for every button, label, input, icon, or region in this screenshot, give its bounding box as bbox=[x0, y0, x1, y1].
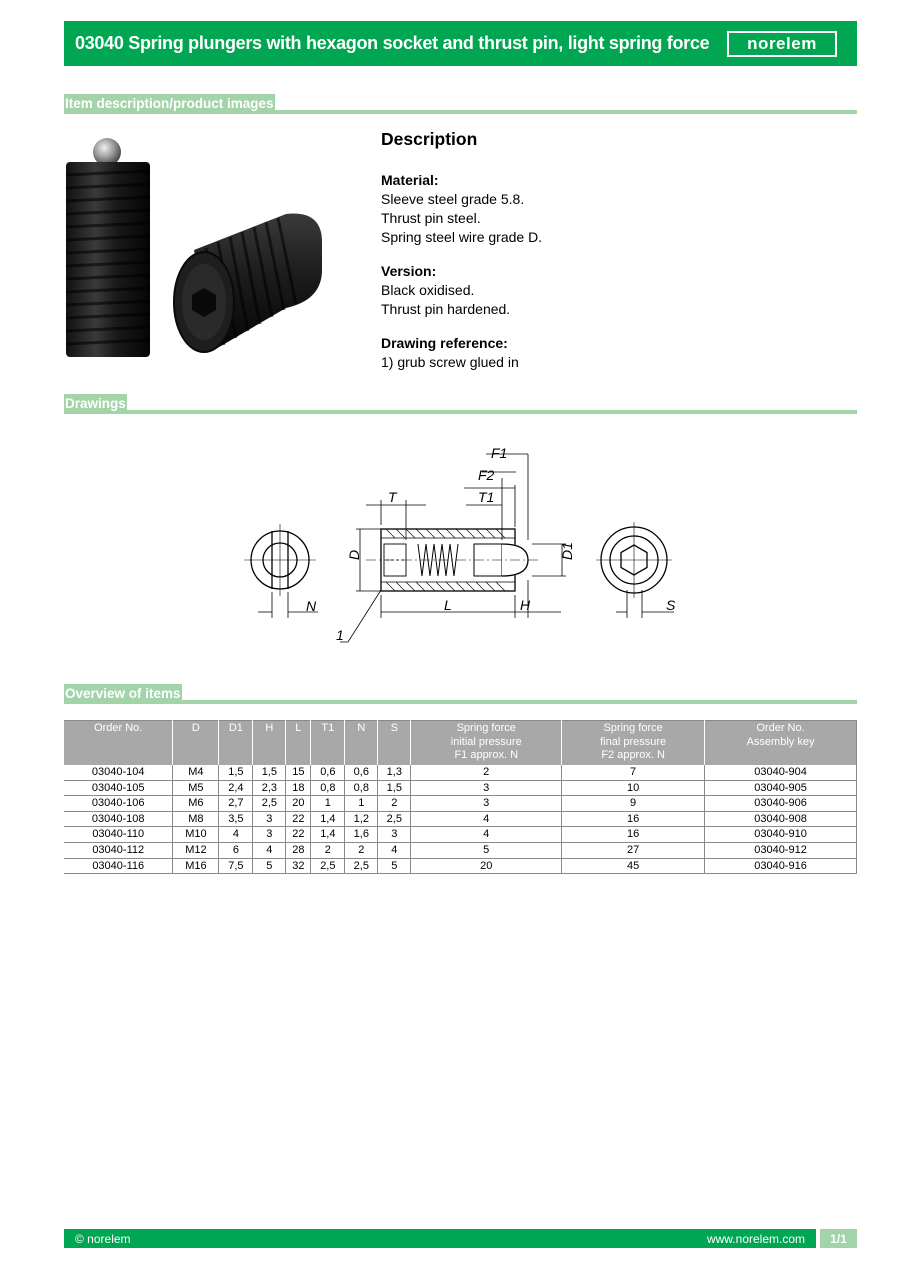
right-end-view bbox=[596, 522, 674, 618]
section-divider bbox=[64, 700, 857, 704]
material-line: Thrust pin steel. bbox=[381, 210, 481, 226]
label-s: S bbox=[666, 597, 676, 613]
table-cell: 28 bbox=[286, 842, 311, 858]
col-header-l: L bbox=[286, 721, 311, 766]
section-label: Overview of items bbox=[64, 684, 182, 704]
table-cell: 3 bbox=[253, 811, 286, 827]
reference-block bbox=[381, 334, 821, 372]
label-f2: F2 bbox=[478, 467, 495, 483]
dimension-lines bbox=[340, 454, 566, 642]
section-drawings bbox=[64, 391, 857, 414]
table-cell: 4 bbox=[378, 842, 411, 858]
table-cell: 03040-105 bbox=[64, 780, 173, 796]
label-d: D bbox=[346, 549, 362, 560]
table-cell: 32 bbox=[286, 858, 311, 874]
technical-drawing bbox=[236, 440, 686, 650]
table-cell: M16 bbox=[173, 858, 219, 874]
table-cell: 10 bbox=[562, 780, 705, 796]
table-row bbox=[64, 796, 857, 812]
items-table-wrap bbox=[64, 720, 857, 874]
col-header-t1: T1 bbox=[311, 721, 345, 766]
table-cell: 2 bbox=[345, 842, 378, 858]
reference-line: 1) grub screw glued in bbox=[381, 354, 519, 370]
table-cell: M6 bbox=[173, 796, 219, 812]
material-line: Spring steel wire grade D. bbox=[381, 229, 543, 245]
col-header-d1: D1 bbox=[219, 721, 253, 766]
label-l: L bbox=[444, 597, 452, 613]
table-cell: M4 bbox=[173, 765, 219, 780]
table-cell: 22 bbox=[286, 811, 311, 827]
table-cell: 5 bbox=[411, 842, 562, 858]
reference-label: Drawing reference: bbox=[381, 335, 508, 351]
col-header-n: N bbox=[345, 721, 378, 766]
norelem-logo: norelem bbox=[727, 31, 837, 57]
table-cell: 03040-904 bbox=[705, 765, 857, 780]
table-cell: 03040-912 bbox=[705, 842, 857, 858]
table-cell: 1,6 bbox=[345, 827, 378, 843]
version-line: Black oxidised. bbox=[381, 282, 475, 298]
table-row bbox=[64, 765, 857, 780]
table-cell: 2,7 bbox=[219, 796, 253, 812]
table-cell: 6 bbox=[219, 842, 253, 858]
table-cell: 0,8 bbox=[345, 780, 378, 796]
table-cell: 03040-116 bbox=[64, 858, 173, 874]
table-cell: 27 bbox=[562, 842, 705, 858]
table-cell: 03040-910 bbox=[705, 827, 857, 843]
col-header-spring-force-f1: Spring force initial pressure F1 approx. N bbox=[411, 721, 562, 766]
table-cell: 20 bbox=[286, 796, 311, 812]
table-cell: 3 bbox=[253, 827, 286, 843]
table-cell: 3 bbox=[378, 827, 411, 843]
table-cell: 03040-906 bbox=[705, 796, 857, 812]
footer-bar bbox=[64, 1229, 816, 1248]
table-cell: 03040-916 bbox=[705, 858, 857, 874]
footer-copyright: © norelem bbox=[75, 1231, 131, 1246]
table-cell: M5 bbox=[173, 780, 219, 796]
table-cell: 2 bbox=[378, 796, 411, 812]
table-cell: 22 bbox=[286, 827, 311, 843]
col-header-s: S bbox=[378, 721, 411, 766]
items-table bbox=[64, 720, 857, 874]
material-block bbox=[381, 171, 821, 247]
table-cell: 1,4 bbox=[311, 827, 345, 843]
table-cell: 2 bbox=[311, 842, 345, 858]
table-cell: 1 bbox=[345, 796, 378, 812]
section-label: Item description/product images bbox=[64, 94, 275, 114]
product-image bbox=[64, 130, 324, 360]
label-t1: T1 bbox=[478, 489, 495, 505]
table-cell: 03040-110 bbox=[64, 827, 173, 843]
footer-url[interactable]: www.norelem.com bbox=[706, 1231, 805, 1246]
table-cell: 16 bbox=[562, 811, 705, 827]
label-n: N bbox=[306, 598, 317, 614]
table-cell: 3,5 bbox=[219, 811, 253, 827]
table-cell: 0,6 bbox=[345, 765, 378, 780]
col-header-assembly-key: Order No. Assembly key bbox=[705, 721, 857, 766]
table-cell: 2,5 bbox=[378, 811, 411, 827]
version-line: Thrust pin hardened. bbox=[381, 301, 511, 317]
table-row bbox=[64, 842, 857, 858]
section-overview bbox=[64, 681, 857, 704]
table-cell: 03040-108 bbox=[64, 811, 173, 827]
page-header bbox=[64, 21, 857, 66]
version-block bbox=[381, 262, 821, 319]
table-cell: 2,4 bbox=[219, 780, 253, 796]
table-cell: 3 bbox=[411, 796, 562, 812]
material-line: Sleeve steel grade 5.8. bbox=[381, 191, 525, 207]
table-cell: M10 bbox=[173, 827, 219, 843]
table-cell: 16 bbox=[562, 827, 705, 843]
table-row bbox=[64, 827, 857, 843]
col-header-order-no: Order No. bbox=[64, 721, 173, 766]
table-cell: 18 bbox=[286, 780, 311, 796]
table-cell: 2 bbox=[411, 765, 562, 780]
table-cell: 1 bbox=[311, 796, 345, 812]
table-cell: 4 bbox=[411, 811, 562, 827]
table-cell: 4 bbox=[219, 827, 253, 843]
table-cell: 9 bbox=[562, 796, 705, 812]
table-cell: 45 bbox=[562, 858, 705, 874]
table-header-row bbox=[64, 721, 857, 766]
table-cell: 0,6 bbox=[311, 765, 345, 780]
table-row bbox=[64, 858, 857, 874]
section-label: Drawings bbox=[64, 394, 127, 414]
table-cell: 1,5 bbox=[219, 765, 253, 780]
table-cell: 1,3 bbox=[378, 765, 411, 780]
table-cell: 4 bbox=[411, 827, 562, 843]
table-cell: 2,5 bbox=[345, 858, 378, 874]
table-cell: 2,5 bbox=[311, 858, 345, 874]
table-cell: 4 bbox=[253, 842, 286, 858]
table-cell: 03040-106 bbox=[64, 796, 173, 812]
label-h: H bbox=[520, 597, 531, 613]
table-cell: M12 bbox=[173, 842, 219, 858]
table-cell: 03040-908 bbox=[705, 811, 857, 827]
page-number: 1/1 bbox=[820, 1229, 857, 1248]
description-heading: Description bbox=[381, 129, 478, 149]
table-cell: 1,4 bbox=[311, 811, 345, 827]
table-row bbox=[64, 780, 857, 796]
material-label: Material: bbox=[381, 172, 439, 188]
label-d1: D1 bbox=[559, 542, 575, 560]
page-footer bbox=[64, 1229, 857, 1248]
table-cell: M8 bbox=[173, 811, 219, 827]
table-cell: 2,5 bbox=[253, 796, 286, 812]
table-cell: 1,5 bbox=[378, 780, 411, 796]
table-cell: 5 bbox=[253, 858, 286, 874]
label-t: T bbox=[388, 489, 397, 505]
col-header-spring-force-f2: Spring force final pressure F2 approx. N bbox=[562, 721, 705, 766]
table-cell: 1,2 bbox=[345, 811, 378, 827]
upright-plunger bbox=[66, 138, 150, 357]
table-cell: 5 bbox=[378, 858, 411, 874]
table-cell: 0,8 bbox=[311, 780, 345, 796]
side-view bbox=[366, 529, 541, 591]
table-cell: 20 bbox=[411, 858, 562, 874]
table-cell: 7 bbox=[562, 765, 705, 780]
table-cell: 2,3 bbox=[253, 780, 286, 796]
table-cell: 7,5 bbox=[219, 858, 253, 874]
col-header-d: D bbox=[173, 721, 219, 766]
table-cell: 1,5 bbox=[253, 765, 286, 780]
col-header-h: H bbox=[253, 721, 286, 766]
table-cell: 03040-905 bbox=[705, 780, 857, 796]
page-title: 03040 Spring plungers with hexagon socket and thrust pin, light spring force bbox=[75, 33, 710, 53]
table-row bbox=[64, 811, 857, 827]
table-cell: 15 bbox=[286, 765, 311, 780]
section-item-description bbox=[64, 91, 857, 114]
version-label: Version: bbox=[381, 263, 437, 279]
table-cell: 03040-112 bbox=[64, 842, 173, 858]
table-cell: 3 bbox=[411, 780, 562, 796]
description-block bbox=[381, 128, 821, 387]
label-f1: F1 bbox=[491, 445, 508, 461]
section-divider bbox=[64, 410, 857, 414]
table-cell: 03040-104 bbox=[64, 765, 173, 780]
label-ref-1: 1 bbox=[336, 627, 344, 643]
lying-plunger bbox=[174, 214, 322, 352]
